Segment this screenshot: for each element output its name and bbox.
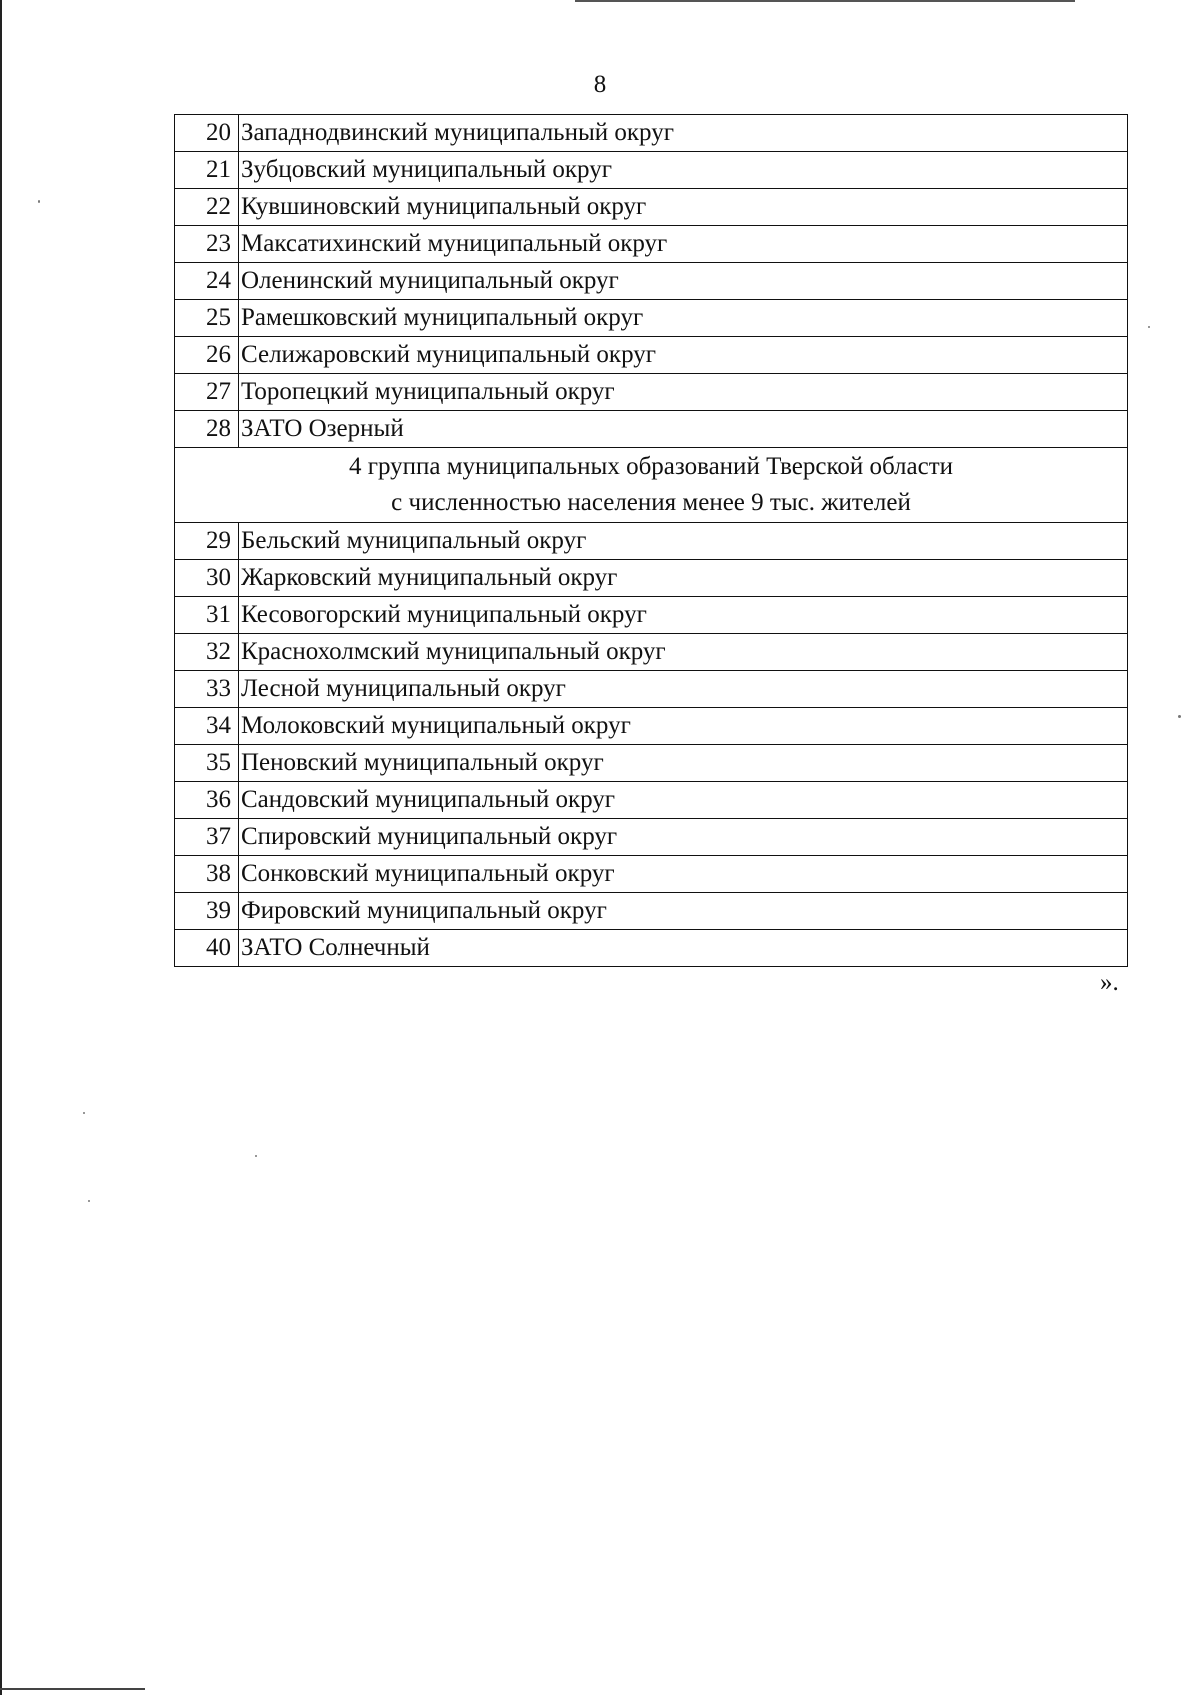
row-number: 40 [175, 930, 239, 967]
table-row [175, 374, 1128, 411]
page-number: 8 [593, 71, 607, 98]
municipality-name: Западнодвинский муниципальный округ [239, 115, 1128, 152]
scan-edge-top [575, 0, 1075, 2]
municipality-name: Краснохолмский муниципальный округ [239, 634, 1128, 671]
table-row [175, 597, 1128, 634]
table-body-after-group [175, 523, 1128, 967]
group-header-line-1: 4 группа муниципальных образований Тверской области [348, 453, 954, 480]
table-row [175, 745, 1128, 782]
municipality-name: Кувшиновский муниципальный округ [239, 189, 1128, 226]
municipality-name: Селижаровский муниципальный округ [239, 337, 1128, 374]
municipality-name: Фировский муниципальный округ [239, 893, 1128, 930]
municipality-name: Молоковский муниципальный округ [239, 708, 1128, 745]
municipality-name: Зубцовский муниципальный округ [239, 152, 1128, 189]
row-number: 34 [175, 708, 239, 745]
row-number: 33 [175, 671, 239, 708]
row-number: 26 [175, 337, 239, 374]
group-header-section [175, 448, 1128, 523]
municipality-name: Сандовский муниципальный округ [239, 782, 1128, 819]
scan-edge-bottom [0, 1688, 145, 1690]
row-number: 38 [175, 856, 239, 893]
table-row [175, 263, 1128, 300]
group-header-row [175, 448, 1128, 523]
row-number: 24 [175, 263, 239, 300]
row-number: 31 [175, 597, 239, 634]
table-row [175, 930, 1128, 967]
municipality-name: ЗАТО Озерный [239, 411, 1128, 448]
table-row [175, 411, 1128, 448]
municipality-name: Спировский муниципальный округ [239, 819, 1128, 856]
row-number: 22 [175, 189, 239, 226]
table-row [175, 708, 1128, 745]
municipality-name: Кесовогорский муниципальный округ [239, 597, 1128, 634]
municipality-name: Рамешковский муниципальный округ [239, 300, 1128, 337]
row-number: 23 [175, 226, 239, 263]
scan-speck [88, 1200, 90, 1202]
scan-edge-left [0, 0, 2, 1695]
table-row [175, 115, 1128, 152]
table-row [175, 634, 1128, 671]
row-number: 27 [175, 374, 239, 411]
row-number: 28 [175, 411, 239, 448]
table-row [175, 671, 1128, 708]
table-row [175, 523, 1128, 560]
row-number: 32 [175, 634, 239, 671]
row-number: 25 [175, 300, 239, 337]
scan-speck [38, 200, 40, 203]
municipality-name: Лесной муниципальный округ [239, 671, 1128, 708]
table-row [175, 337, 1128, 374]
row-number: 21 [175, 152, 239, 189]
closing-quote-mark: ». [1100, 969, 1119, 996]
municipality-name: Оленинский муниципальный округ [239, 263, 1128, 300]
municipality-name: Бельский муниципальный округ [239, 523, 1128, 560]
scan-speck [83, 1112, 85, 1114]
municipality-name: ЗАТО Солнечный [239, 930, 1128, 967]
table-row [175, 856, 1128, 893]
table-row [175, 893, 1128, 930]
scan-speck [1148, 326, 1150, 328]
group-header-line-2: с численностью населения менее 9 тыс. жителей [391, 489, 911, 516]
municipality-name: Максатихинский муниципальный округ [239, 226, 1128, 263]
municipalities-table [174, 114, 1128, 967]
row-number: 20 [175, 115, 239, 152]
municipality-name: Пеновский муниципальный округ [239, 745, 1128, 782]
table-row [175, 560, 1128, 597]
row-number: 29 [175, 523, 239, 560]
table-row [175, 152, 1128, 189]
group-header-cell [175, 448, 1128, 523]
scan-speck [1178, 715, 1181, 718]
municipality-name: Торопецкий муниципальный округ [239, 374, 1128, 411]
table-row [175, 226, 1128, 263]
table-row [175, 300, 1128, 337]
municipality-name: Сонковский муниципальный округ [239, 856, 1128, 893]
table-row [175, 782, 1128, 819]
row-number: 30 [175, 560, 239, 597]
row-number: 35 [175, 745, 239, 782]
scan-speck [255, 1155, 257, 1157]
row-number: 39 [175, 893, 239, 930]
municipality-name: Жарковский муниципальный округ [239, 560, 1128, 597]
table-row [175, 819, 1128, 856]
table-body-before-group [175, 115, 1128, 448]
row-number: 37 [175, 819, 239, 856]
row-number: 36 [175, 782, 239, 819]
table-row [175, 189, 1128, 226]
